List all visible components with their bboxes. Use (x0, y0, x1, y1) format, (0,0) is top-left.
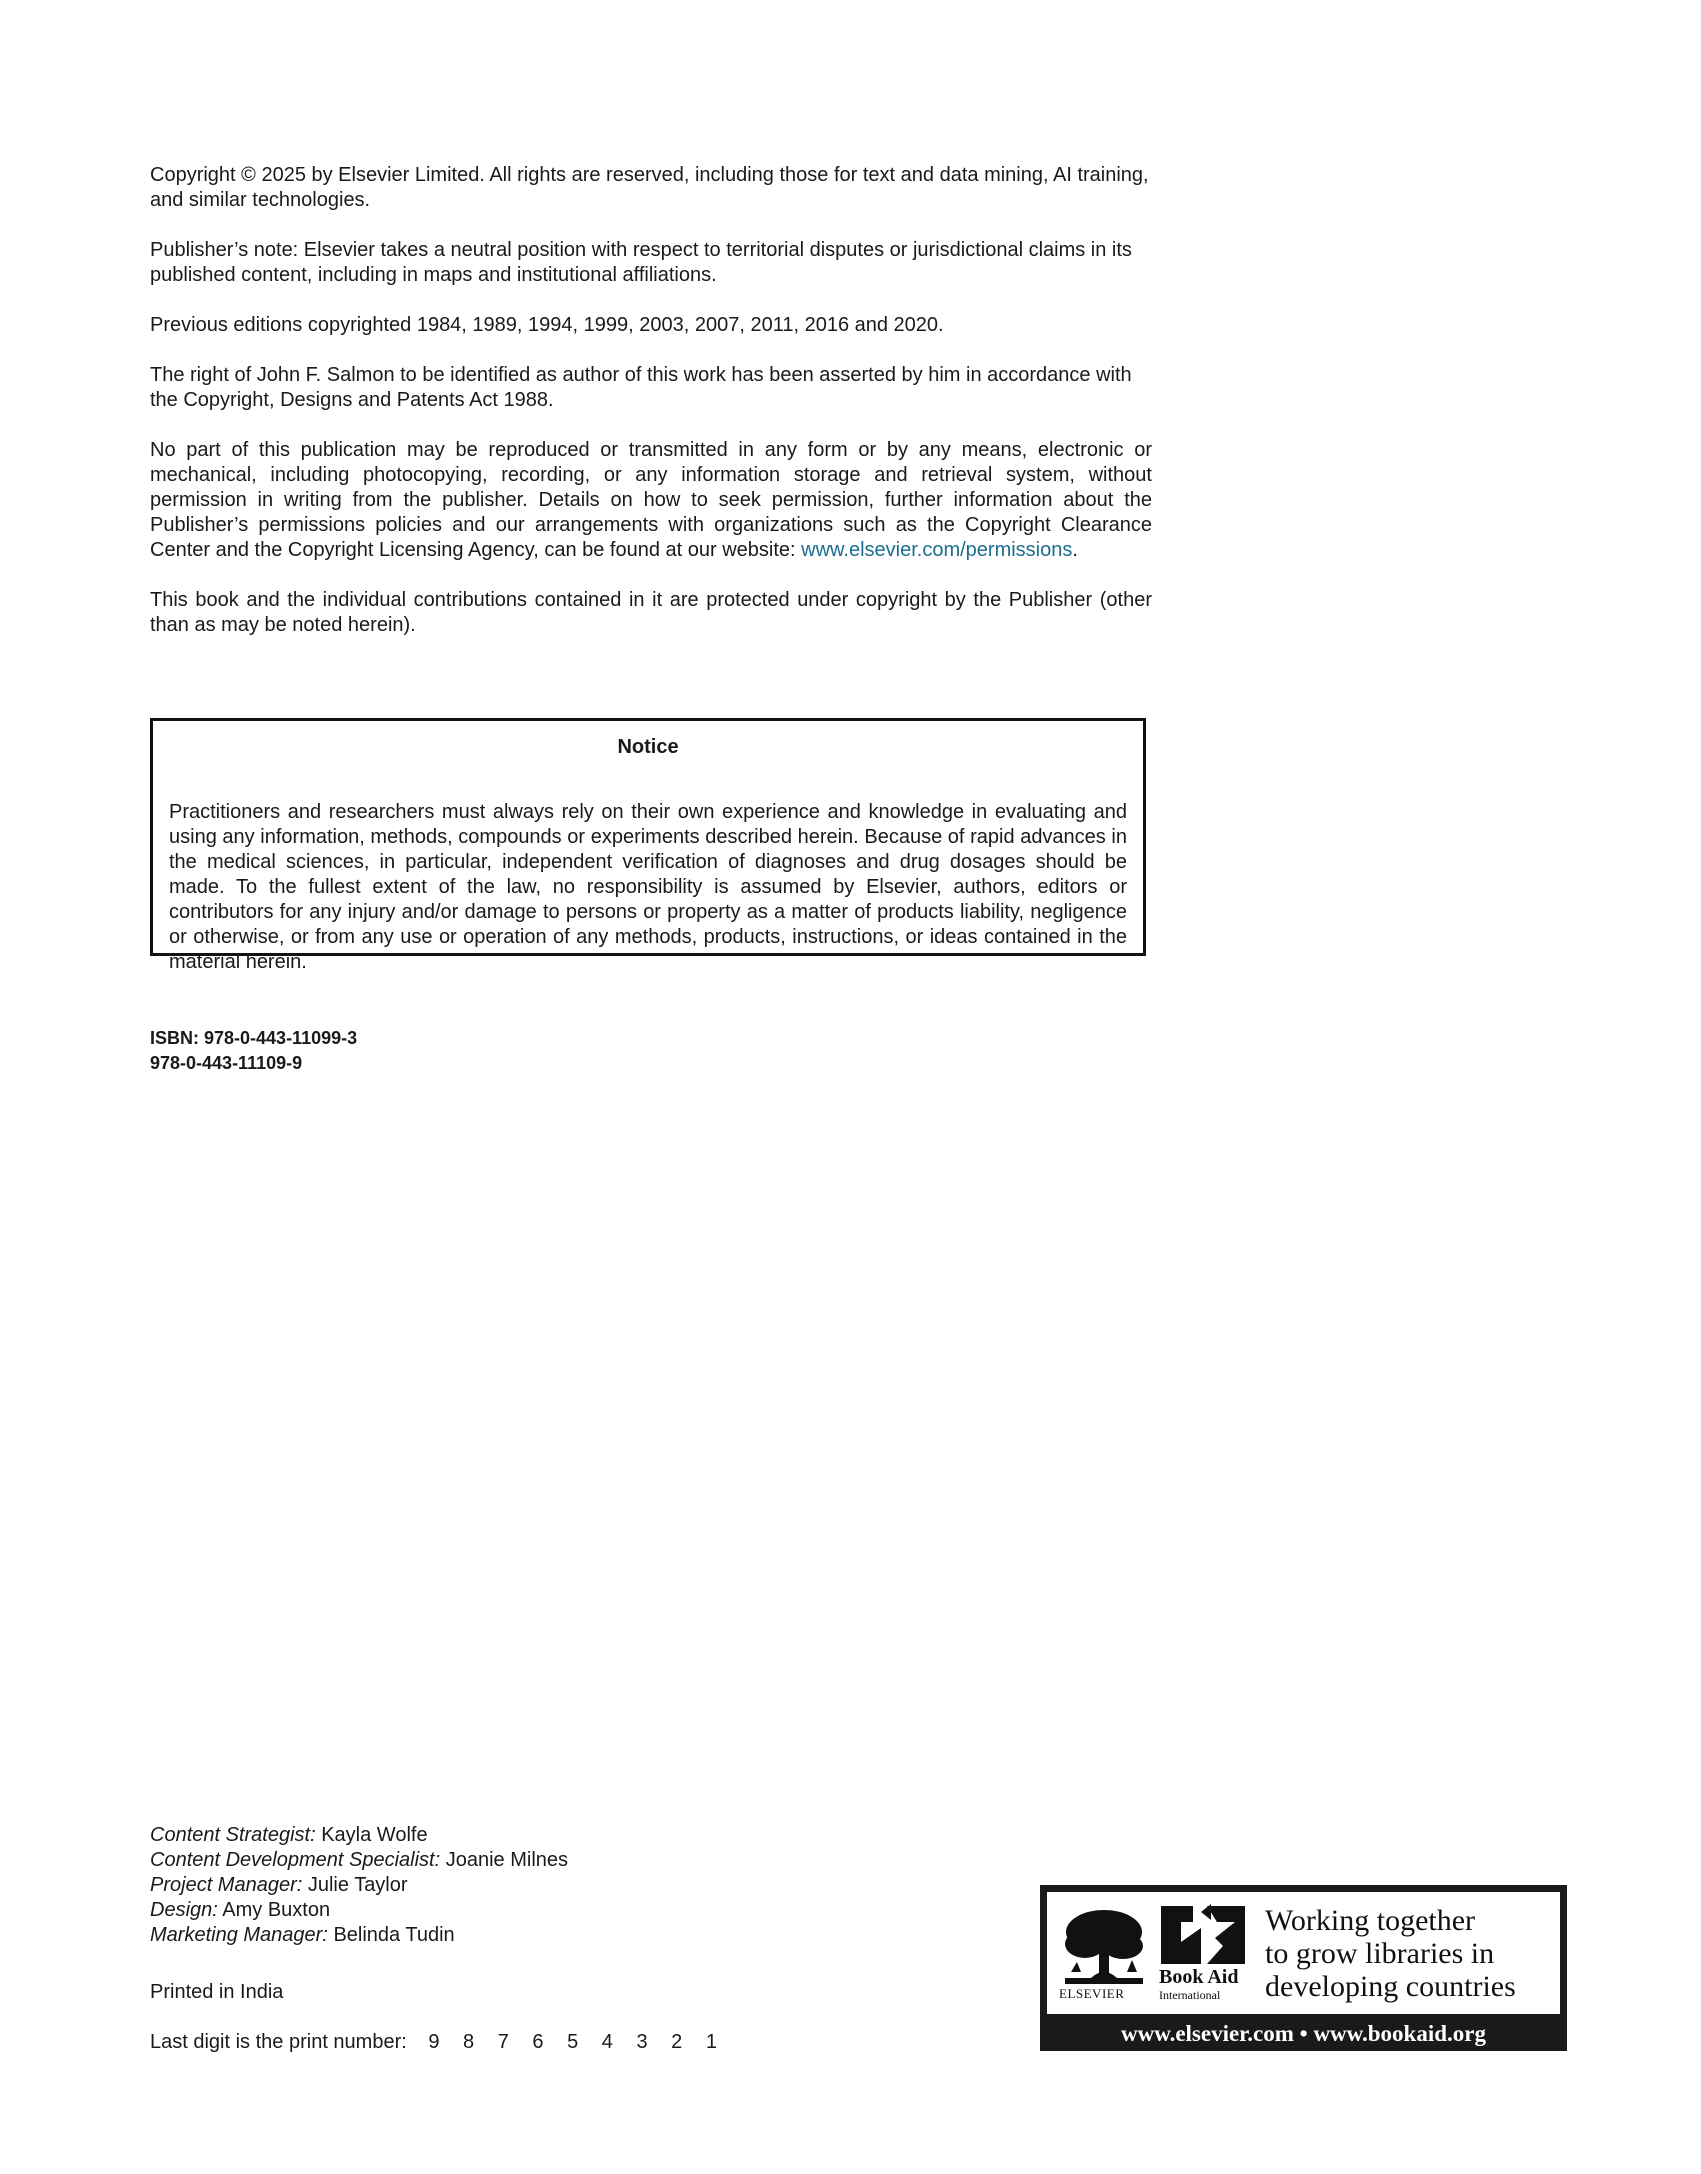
notice-body: Practitioners and researchers must always rely on their own experience and knowledge in evaluating and using any information, methods, compounds or experiments described herein. Because of rapid advances in the medical sciences, in particular, independent verification of diagnoses and drug dosages should be made. To the fullest extent of the law, no responsibility is assumed by Elsevier, authors, editors or contributors for any injury and/or damage to persons or property as a matter of products liability, negligence or otherwise, or from any use or operation of any methods, products, instructions, or ideas contained in the material herein. (169, 801, 1127, 973)
slogan-line-1: Working together (1265, 1904, 1476, 1937)
credit-row (150, 1873, 568, 1898)
credit-row (150, 1848, 568, 1873)
reproduction-text: No part of this publication may be reproduced or transmitted in any form or by any means, electronic or mechanical, including photocopying, recording, or any information storage and retrieval system, without permission in writing from the publisher. Details on how to seek permission, further information about the Publisher’s permissions policies and our arrangements with organizations such as the Copyright Clearance Center and the Copyright Licensing Agency, can be found at our website: (150, 439, 1152, 561)
printed-in: Printed in India (150, 1981, 284, 2003)
credit-role: Project Manager: (150, 1874, 303, 1896)
print-number-line (150, 2030, 735, 2055)
credit-role: Design: (150, 1899, 218, 1921)
print-digit: 4 (601, 2031, 613, 2053)
book-aid-label: Book Aid (1159, 1966, 1239, 1988)
banner-panel (1047, 1892, 1560, 2014)
credit-role: Content Development Specialist: (150, 1849, 441, 1871)
isbn-block (150, 1026, 357, 1076)
credit-name: Amy Buxton (222, 1899, 331, 1921)
elsevier-label: ELSEVIER (1059, 1986, 1125, 2001)
credit-name: Belinda Tudin (333, 1924, 455, 1946)
credit-name: Kayla Wolfe (321, 1824, 428, 1846)
slogan-line-2: to grow libraries in (1265, 1937, 1495, 1970)
print-digit: 7 (497, 2031, 509, 2053)
publishers-note: Publisher’s note: Elsevier takes a neutral position with respect to territorial disputes or jurisdictional claims in its published content, including in maps and institutional affiliations. (150, 239, 1132, 286)
book-aid-banner (1040, 1885, 1567, 2051)
permissions-link[interactable]: www.elsevier.com/permissions (801, 539, 1073, 561)
slogan-line-3: developing countries (1265, 1970, 1516, 2003)
reproduction-paragraph: No part of this publication may be reproduced or transmitted in any form or by any means, electronic or mechanical, including photocopying, recording, or any information storage and retrieval system, without permission in writing from the publisher. Details on how to seek permission, further information about the Publisher’s permissions policies and our arrangements with organizations such as the Copyright Clearance Center and the Copyright Licensing Agency, can be found at our website: www.elsevier.com/permissions. (150, 439, 1152, 561)
print-number-digits (428, 2030, 735, 2055)
notice-title: Notice (617, 736, 679, 758)
credit-role: Content Strategist: (150, 1824, 316, 1846)
print-digit: 5 (567, 2031, 579, 2053)
credit-row (150, 1898, 568, 1923)
isbn-line-2: 978-0-443-11109-9 (150, 1053, 303, 1073)
credit-role: Marketing Manager: (150, 1924, 328, 1946)
print-digit: 9 (428, 2031, 440, 2053)
copyright-block (150, 163, 1152, 663)
notice-box (150, 718, 1146, 973)
print-digit: 2 (671, 2031, 683, 2053)
credit-row (150, 1923, 568, 1948)
copyright-line: Copyright © 2025 by Elsevier Limited. All rights are reserved, including those for text and data mining, AI training, and similar technologies. (150, 164, 1149, 211)
print-number-label: Last digit is the print number: (150, 2031, 407, 2053)
print-digit: 6 (532, 2031, 544, 2053)
credit-name: Julie Taylor (307, 1874, 408, 1896)
banner-slogan (1265, 1904, 1555, 2003)
credits-list (150, 1823, 568, 1948)
book-aid-sub: International (1159, 1988, 1221, 2002)
credit-name: Joanie Milnes (445, 1849, 569, 1871)
protection-paragraph: This book and the individual contributions contained in it are protected under copyright by the Publisher (other than as may be noted herein). (150, 589, 1152, 636)
print-digit: 1 (705, 2031, 717, 2053)
banner-urls[interactable]: www.elsevier.com • www.bookaid.org (1121, 2021, 1486, 2046)
credit-row (150, 1823, 568, 1848)
previous-editions: Previous editions copyrighted 1984, 1989, 1994, 1999, 2003, 2007, 2011, 2016 and 2020. (150, 314, 944, 336)
print-digit: 8 (463, 2031, 475, 2053)
print-digit: 3 (636, 2031, 648, 2053)
author-right: The right of John F. Salmon to be identified as author of this work has been asserted by him in accordance with the Copyright, Designs and Patents Act 1988. (150, 364, 1132, 411)
isbn-line-1: ISBN: 978-0-443-11099-3 (150, 1028, 358, 1048)
